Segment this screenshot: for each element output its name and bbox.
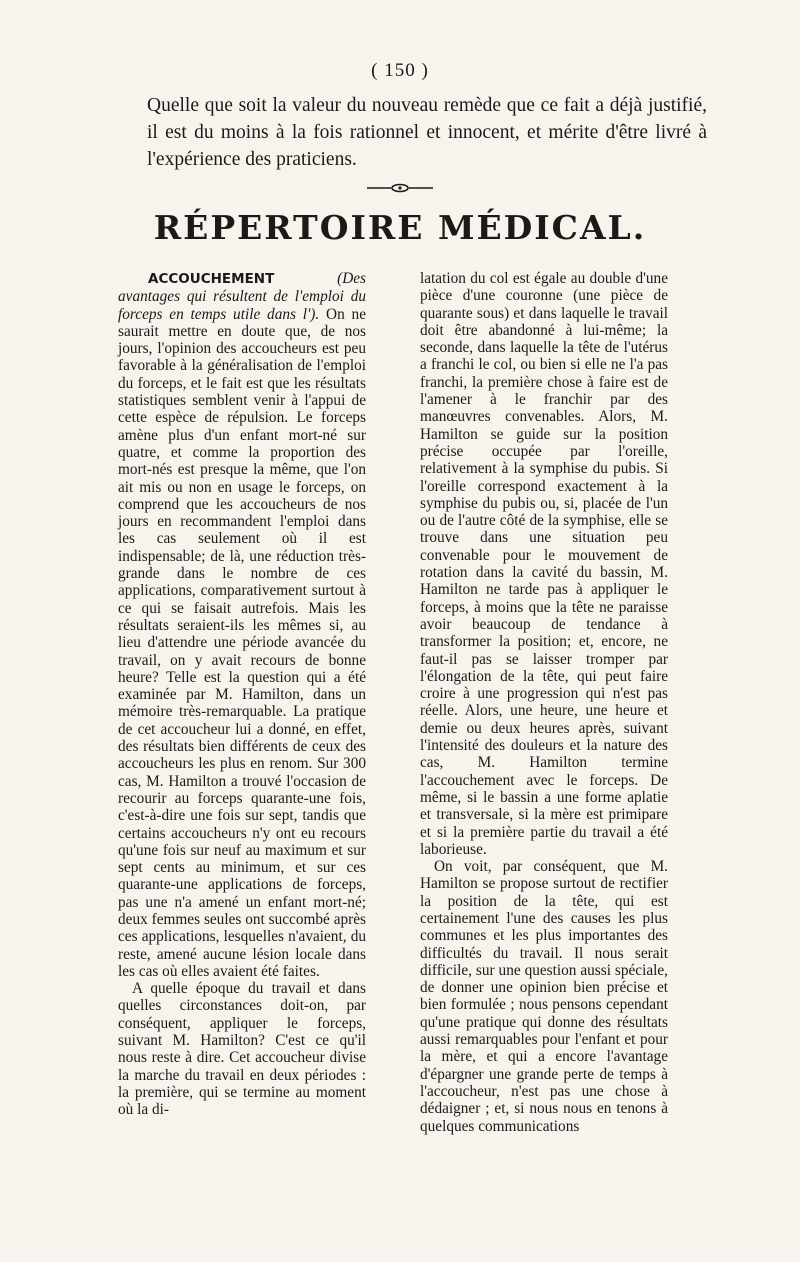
paragraph-text: On ne saurait mettre en doute que, de nos jours, l'opinion des accoucheurs est peu favorable à la généralisation de l'emploi du forceps, et le fait est que les résultats statistiques semblent venir à l'appui de cette espèce de répulsion. Le forceps amène plus d'un enfant mort-né sur quatre, et comme la proportion des mort-nés est presque la même, que l'on ait mis ou non en usage le forceps, on comprend que les accoucheurs de nos jours en recommandent l'emploi dans les cas seulement où il est indispensable; de là, une réduction très-grande dans le nombre de ces applications, comparativement surtout à ce qui se faisait autrefois. Mais les résultats seraient-ils les mêmes si, au lieu d'attendre une période avancée du travail, on y avait recours de bonne heure? Telle est la question qui a été examinée par M. Hamilton, dans un mémoire très-remarquable. La pratique de cet accoucheur lui a donné, en effet, des résultats bien différents de ceux des accoucheurs les plus en renom. Sur 300 cas, M. Hamilton a trouvé l'occasion de recourir au forceps quarante-une fois, c'est-à-dire une fois sur sept, tandis que certains accoucheurs n'y ont eu recours qu'une fois sur neuf au maximum et sur sept cents au minimum, et sur ces quarante-une applications de forceps, pas une n'a amené un enfant mort-né; deux femmes seules ont succombé après ces applications, lesquelles n'avaient, du reste, amené aucune lésion locale dans les cas où elles avaient été faites. <box>118 305 366 980</box>
left-column <box>118 270 366 1119</box>
right-column <box>420 270 668 1135</box>
article-paragraph: A quelle époque du travail et dans quelles circonstances doit-on, par conséquent, appliquer le forceps, suivant M. Hamilton? C'est ce qu'il nous reste à dire. Cet accoucheur divise la marche du travail en deux périodes : la première, qui se termine au moment où la di- <box>118 980 366 1119</box>
intro-paragraph: Quelle que soit la valeur du nouveau remède que ce fait a déjà justifié, il est du moins à la fois rationnel et innocent, et mérite d'être livré à l'expérience des praticiens. <box>147 95 707 170</box>
entry-heading: ACCOUCHEMENT <box>148 271 275 287</box>
article-paragraph: On voit, par conséquent, que M. Hamilton se propose surtout de rectifier la position de la tête, qui est certainement l'une des causes les plus communes et les plus importantes des difficultés du travail. Il nous serait difficile, sur une question aussi spéciale, de donner une opinion bien précise et bien formulée ; nous pensons cependant qu'une pratique qui donne des résultats aussi remarquables pour l'enfant et pour la mère, et qui a encore l'avantage d'épargner une grande perte de temps à l'accoucheur, n'est pas une chose à dédaigner ; et, si nous nous en tenons à quelques communications <box>420 858 668 1135</box>
entry-subtitle: (Des avantages qui résultent de l'emploi du forceps en temps utile dans l'). <box>118 270 366 323</box>
article-paragraph <box>118 270 366 980</box>
article-paragraph: latation du col est égale au double d'une pièce d'une couronne (une pièce de quarante sous) et dans laquelle le travail doit être abandonné à lui-même; la seconde, dans laquelle la tête de l'utérus a franchi le col, ou bien si elle ne l'a pas franchi, la première chose à faire est de l'amener à le franchir par des manœuvres convenables. Alors, M. Hamilton se guide sur la position précise occupée par l'oreille, relativement à la symphise du pubis. Si l'oreille correspond exactement à la symphise du pubis ou, si, placée de l'un ou de l'autre côté de la symphise, elle se trouve dans une situation peu convenable pour le mouvement de rotation dans la cavité du bassin, M. Hamilton ne tarde pas à appliquer le forceps, à moins que la tête ne paraisse avoir beaucoup de tendance à transformer la position; et, encore, ne faut-il pas se laisser tromper par l'élongation de la tête, qui peut faire croire à une progression qui n'est pas réelle. Alors, une heure, une heure et demie ou deux heures après, suivant l'intensité des douleurs et la nature des cas, M. Hamilton termine l'accouchement avec le forceps. De même, si le bassin a une forme aplatie et transversale, si la mère est primipare et si la première partie du travail a été laborieuse. <box>420 270 668 858</box>
decorative-rule-ornament-icon <box>365 183 435 193</box>
section-title: RÉPERTOIRE MÉDICAL. <box>153 208 647 247</box>
page-number: ( 150 ) <box>371 60 429 81</box>
